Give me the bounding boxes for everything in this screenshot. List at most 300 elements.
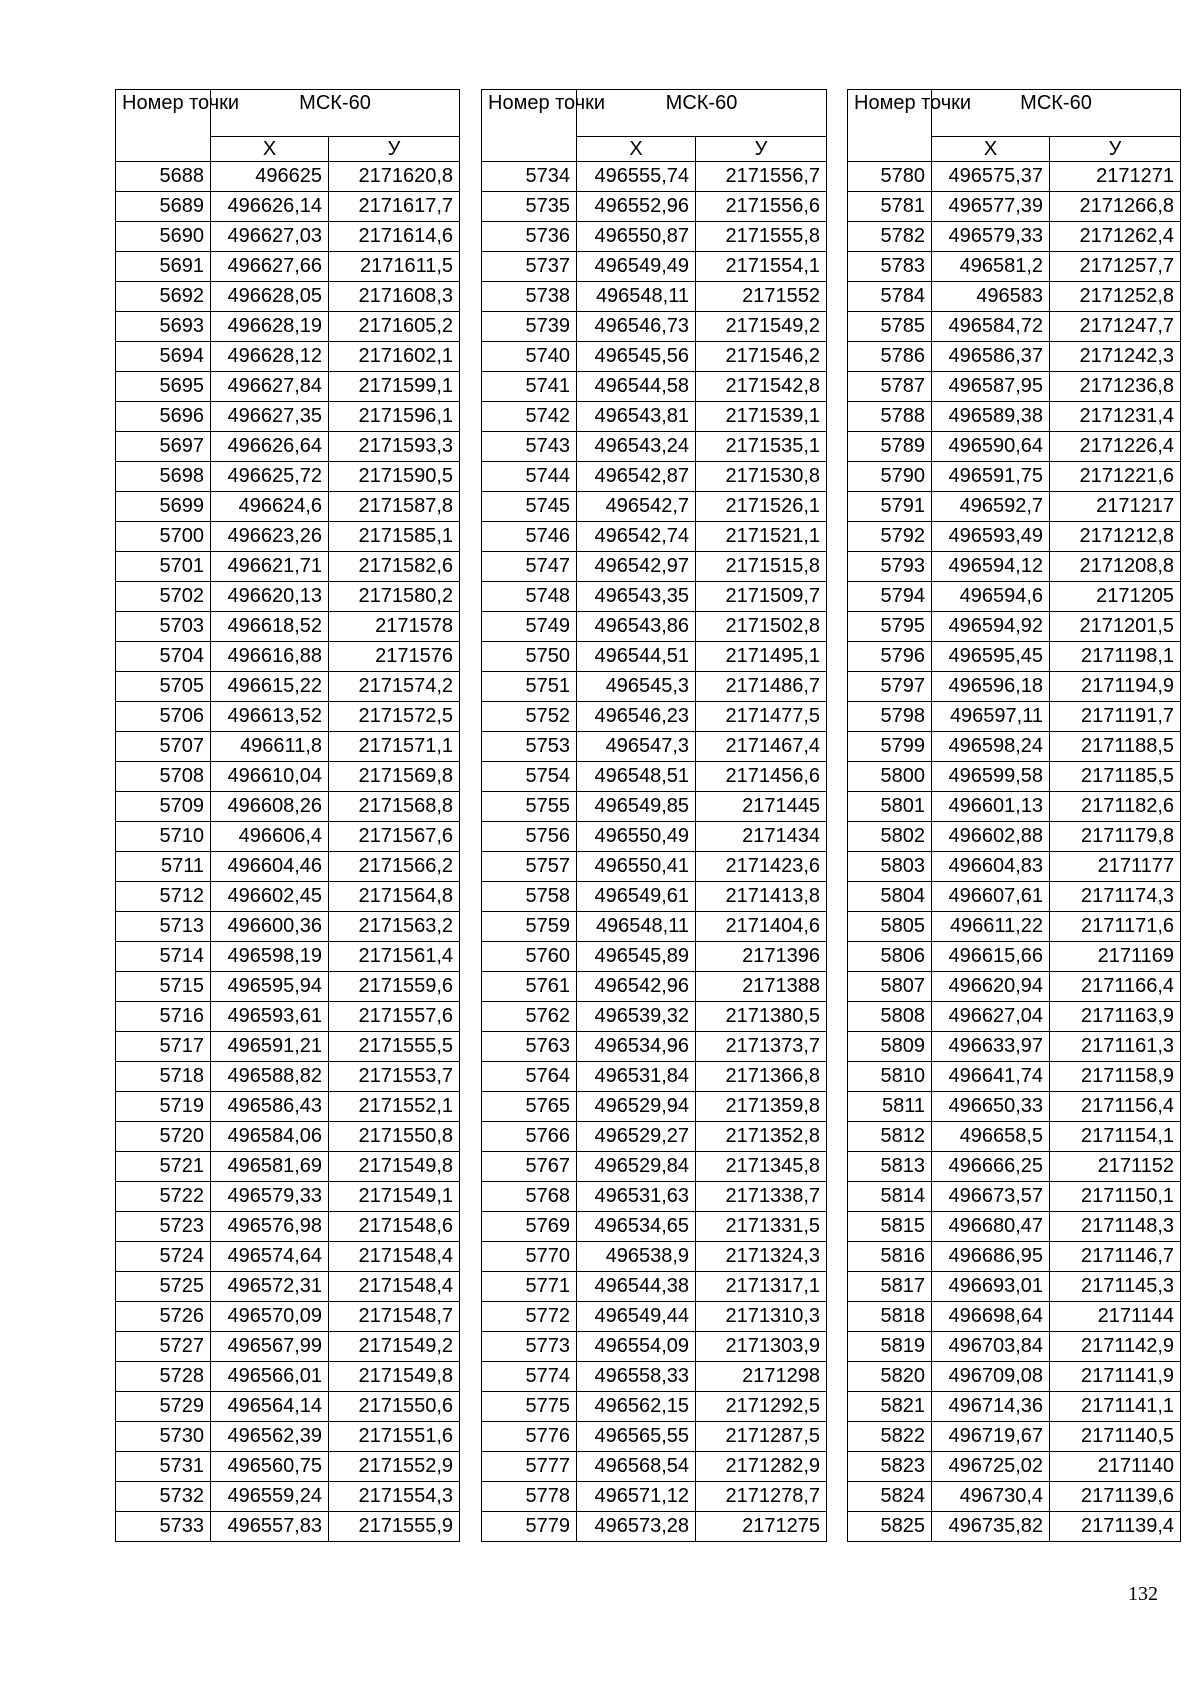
point-number-cell: 5752 xyxy=(482,702,577,732)
y-coordinate-cell: 2171569,8 xyxy=(329,762,460,792)
x-coordinate-cell: 496550,49 xyxy=(577,822,696,852)
x-coordinate-cell: 496611,22 xyxy=(932,912,1050,942)
table-row xyxy=(116,582,460,612)
x-coordinate-cell: 496566,01 xyxy=(211,1362,329,1392)
y-column-header: У xyxy=(329,137,460,162)
y-coordinate-cell: 2171555,8 xyxy=(696,222,827,252)
point-number-cell: 5719 xyxy=(116,1092,211,1122)
point-number-cell: 5762 xyxy=(482,1002,577,1032)
x-coordinate-cell: 496543,24 xyxy=(577,432,696,462)
table-row xyxy=(848,522,1181,552)
table-row xyxy=(116,1332,460,1362)
x-coordinate-cell: 496610,04 xyxy=(211,762,329,792)
table-row xyxy=(482,1092,827,1122)
point-number-cell: 5804 xyxy=(848,882,932,912)
table-row xyxy=(116,882,460,912)
x-coordinate-cell: 496577,39 xyxy=(932,192,1050,222)
y-coordinate-cell: 2171236,8 xyxy=(1050,372,1181,402)
table-row xyxy=(116,942,460,972)
point-number-cell: 5730 xyxy=(116,1422,211,1452)
y-coordinate-cell: 2171495,1 xyxy=(696,642,827,672)
point-number-cell: 5818 xyxy=(848,1302,932,1332)
point-number-cell: 5776 xyxy=(482,1422,577,1452)
y-coordinate-cell: 2171345,8 xyxy=(696,1152,827,1182)
table-row xyxy=(848,342,1181,372)
point-number-cell: 5760 xyxy=(482,942,577,972)
x-coordinate-cell: 496538,9 xyxy=(577,1242,696,1272)
x-coordinate-cell: 496595,94 xyxy=(211,972,329,1002)
x-coordinate-cell: 496546,73 xyxy=(577,312,696,342)
x-coordinate-cell: 496627,66 xyxy=(211,252,329,282)
x-coordinate-cell: 496549,85 xyxy=(577,792,696,822)
point-number-cell: 5759 xyxy=(482,912,577,942)
y-coordinate-cell: 2171552 xyxy=(696,282,827,312)
table-row xyxy=(848,552,1181,582)
table-row xyxy=(482,1302,827,1332)
table-row xyxy=(482,1392,827,1422)
table-row xyxy=(482,282,827,312)
y-coordinate-cell: 2171456,6 xyxy=(696,762,827,792)
y-coordinate-cell: 2171554,1 xyxy=(696,252,827,282)
x-coordinate-cell: 496548,11 xyxy=(577,912,696,942)
point-number-cell: 5768 xyxy=(482,1182,577,1212)
point-number-cell: 5790 xyxy=(848,462,932,492)
table-row xyxy=(848,972,1181,1002)
y-coordinate-cell: 2171161,3 xyxy=(1050,1032,1181,1062)
point-number-cell: 5692 xyxy=(116,282,211,312)
x-coordinate-cell: 496558,33 xyxy=(577,1362,696,1392)
x-coordinate-cell: 496567,99 xyxy=(211,1332,329,1362)
x-coordinate-cell: 496584,72 xyxy=(932,312,1050,342)
x-coordinate-cell: 496590,64 xyxy=(932,432,1050,462)
point-number-cell: 5789 xyxy=(848,432,932,462)
point-number-cell: 5696 xyxy=(116,402,211,432)
table-row xyxy=(116,1242,460,1272)
y-coordinate-cell: 2171231,4 xyxy=(1050,402,1181,432)
point-number-cell: 5813 xyxy=(848,1152,932,1182)
table-row xyxy=(116,312,460,342)
y-coordinate-cell: 2171298 xyxy=(696,1362,827,1392)
table-row xyxy=(116,672,460,702)
x-coordinate-cell: 496597,11 xyxy=(932,702,1050,732)
y-coordinate-cell: 2171158,9 xyxy=(1050,1062,1181,1092)
point-number-cell: 5809 xyxy=(848,1032,932,1062)
table-row xyxy=(482,612,827,642)
y-coordinate-cell: 2171434 xyxy=(696,822,827,852)
point-number-cell: 5745 xyxy=(482,492,577,522)
y-coordinate-cell: 2171554,3 xyxy=(329,1482,460,1512)
point-number-cell: 5796 xyxy=(848,642,932,672)
point-number-cell: 5744 xyxy=(482,462,577,492)
y-coordinate-cell: 2171502,8 xyxy=(696,612,827,642)
x-coordinate-cell: 496703,84 xyxy=(932,1332,1050,1362)
x-coordinate-cell: 496628,05 xyxy=(211,282,329,312)
x-coordinate-cell: 496620,13 xyxy=(211,582,329,612)
x-coordinate-cell: 496730,4 xyxy=(932,1482,1050,1512)
point-number-cell: 5755 xyxy=(482,792,577,822)
point-number-cell: 5779 xyxy=(482,1512,577,1542)
point-number-cell: 5786 xyxy=(848,342,932,372)
point-number-cell: 5798 xyxy=(848,702,932,732)
point-number-cell: 5688 xyxy=(116,162,211,192)
point-number-cell: 5700 xyxy=(116,522,211,552)
y-coordinate-cell: 2171271 xyxy=(1050,162,1181,192)
table-row xyxy=(848,942,1181,972)
x-coordinate-cell: 496625 xyxy=(211,162,329,192)
y-coordinate-cell: 2171163,9 xyxy=(1050,1002,1181,1032)
x-coordinate-cell: 496562,39 xyxy=(211,1422,329,1452)
x-coordinate-cell: 496543,86 xyxy=(577,612,696,642)
table-row xyxy=(116,1272,460,1302)
x-coordinate-cell: 496698,64 xyxy=(932,1302,1050,1332)
y-coordinate-cell: 2171154,1 xyxy=(1050,1122,1181,1152)
point-number-cell: 5751 xyxy=(482,672,577,702)
table-row xyxy=(848,282,1181,312)
point-number-cell: 5738 xyxy=(482,282,577,312)
point-number-cell: 5788 xyxy=(848,402,932,432)
y-coordinate-cell: 2171580,2 xyxy=(329,582,460,612)
table-row xyxy=(116,522,460,552)
table-row xyxy=(848,1512,1181,1542)
page-number: 132 xyxy=(1128,1583,1158,1605)
point-number-cell: 5769 xyxy=(482,1212,577,1242)
x-coordinate-cell: 496529,27 xyxy=(577,1122,696,1152)
point-number-cell: 5795 xyxy=(848,612,932,642)
y-coordinate-cell: 2171252,8 xyxy=(1050,282,1181,312)
x-coordinate-cell: 496591,75 xyxy=(932,462,1050,492)
table-row xyxy=(116,1452,460,1482)
y-coordinate-cell: 2171557,6 xyxy=(329,1002,460,1032)
x-coordinate-cell: 496549,44 xyxy=(577,1302,696,1332)
x-coordinate-cell: 496539,32 xyxy=(577,1002,696,1032)
y-coordinate-cell: 2171188,5 xyxy=(1050,732,1181,762)
y-coordinate-cell: 2171145,3 xyxy=(1050,1272,1181,1302)
y-coordinate-cell: 2171599,1 xyxy=(329,372,460,402)
y-coordinate-cell: 2171141,1 xyxy=(1050,1392,1181,1422)
point-number-cell: 5732 xyxy=(116,1482,211,1512)
y-coordinate-cell: 2171423,6 xyxy=(696,852,827,882)
y-coordinate-cell: 2171590,5 xyxy=(329,462,460,492)
point-number-cell: 5749 xyxy=(482,612,577,642)
point-number-cell: 5704 xyxy=(116,642,211,672)
y-coordinate-cell: 2171150,1 xyxy=(1050,1182,1181,1212)
x-coordinate-cell: 496608,26 xyxy=(211,792,329,822)
x-coordinate-cell: 496544,38 xyxy=(577,1272,696,1302)
table-row xyxy=(482,822,827,852)
table-body xyxy=(848,162,1181,1542)
table-row xyxy=(482,192,827,222)
x-coordinate-cell: 496531,84 xyxy=(577,1062,696,1092)
y-coordinate-cell: 2171366,8 xyxy=(696,1062,827,1092)
table-row xyxy=(482,1002,827,1032)
y-column-header: У xyxy=(696,137,827,162)
point-number-cell: 5694 xyxy=(116,342,211,372)
x-coordinate-cell: 496562,15 xyxy=(577,1392,696,1422)
point-number-cell: 5747 xyxy=(482,552,577,582)
table-row xyxy=(116,252,460,282)
x-coordinate-cell: 496611,8 xyxy=(211,732,329,762)
y-coordinate-cell: 2171257,7 xyxy=(1050,252,1181,282)
x-coordinate-cell: 496565,55 xyxy=(577,1422,696,1452)
point-number-cell: 5706 xyxy=(116,702,211,732)
y-coordinate-cell: 2171553,7 xyxy=(329,1062,460,1092)
y-coordinate-cell: 2171549,8 xyxy=(329,1362,460,1392)
x-coordinate-cell: 496680,47 xyxy=(932,1212,1050,1242)
x-coordinate-cell: 496534,65 xyxy=(577,1212,696,1242)
table-row xyxy=(848,1212,1181,1242)
table-row xyxy=(482,672,827,702)
table-row xyxy=(482,792,827,822)
y-coordinate-cell: 2171548,4 xyxy=(329,1272,460,1302)
table-row xyxy=(848,222,1181,252)
x-coordinate-cell: 496545,89 xyxy=(577,942,696,972)
point-number-cell: 5718 xyxy=(116,1062,211,1092)
point-number-cell: 5726 xyxy=(116,1302,211,1332)
x-coordinate-cell: 496627,04 xyxy=(932,1002,1050,1032)
point-number-cell: 5783 xyxy=(848,252,932,282)
point-number-cell: 5765 xyxy=(482,1092,577,1122)
point-number-cell: 5714 xyxy=(116,942,211,972)
y-coordinate-cell: 2171142,9 xyxy=(1050,1332,1181,1362)
point-number-cell: 5699 xyxy=(116,492,211,522)
x-coordinate-cell: 496613,52 xyxy=(211,702,329,732)
y-coordinate-cell: 2171542,8 xyxy=(696,372,827,402)
table-row xyxy=(482,402,827,432)
x-coordinate-cell: 496591,21 xyxy=(211,1032,329,1062)
y-coordinate-cell: 2171549,1 xyxy=(329,1182,460,1212)
x-coordinate-cell: 496542,97 xyxy=(577,552,696,582)
x-coordinate-cell: 496544,51 xyxy=(577,642,696,672)
y-coordinate-cell: 2171550,6 xyxy=(329,1392,460,1422)
y-coordinate-cell: 2171146,7 xyxy=(1050,1242,1181,1272)
x-coordinate-cell: 496547,3 xyxy=(577,732,696,762)
table-row xyxy=(482,1032,827,1062)
table-row xyxy=(116,1212,460,1242)
table-row xyxy=(848,1122,1181,1152)
point-number-cell: 5782 xyxy=(848,222,932,252)
point-number-cell: 5764 xyxy=(482,1062,577,1092)
y-coordinate-cell: 2171593,3 xyxy=(329,432,460,462)
table-row xyxy=(848,702,1181,732)
point-number-cell: 5767 xyxy=(482,1152,577,1182)
table-row xyxy=(482,1212,827,1242)
point-number-cell: 5794 xyxy=(848,582,932,612)
y-coordinate-cell: 2171324,3 xyxy=(696,1242,827,1272)
x-coordinate-cell: 496576,98 xyxy=(211,1212,329,1242)
point-number-cell: 5770 xyxy=(482,1242,577,1272)
x-coordinate-cell: 496529,84 xyxy=(577,1152,696,1182)
point-number-cell: 5695 xyxy=(116,372,211,402)
point-number-cell: 5815 xyxy=(848,1212,932,1242)
table-row xyxy=(116,1362,460,1392)
table-row xyxy=(482,732,827,762)
point-number-cell: 5701 xyxy=(116,552,211,582)
x-coordinate-cell: 496624,6 xyxy=(211,492,329,522)
point-number-cell: 5754 xyxy=(482,762,577,792)
x-column-header: Х xyxy=(577,137,696,162)
x-coordinate-cell: 496604,83 xyxy=(932,852,1050,882)
table-body xyxy=(482,162,827,1542)
table-row xyxy=(848,252,1181,282)
x-coordinate-cell: 496575,37 xyxy=(932,162,1050,192)
x-coordinate-cell: 496559,24 xyxy=(211,1482,329,1512)
y-coordinate-cell: 2171587,8 xyxy=(329,492,460,522)
table-row xyxy=(848,1302,1181,1332)
y-coordinate-cell: 2171571,1 xyxy=(329,732,460,762)
x-coordinate-cell: 496620,94 xyxy=(932,972,1050,1002)
x-coordinate-cell: 496534,96 xyxy=(577,1032,696,1062)
x-coordinate-cell: 496570,09 xyxy=(211,1302,329,1332)
point-number-cell: 5735 xyxy=(482,192,577,222)
y-coordinate-cell: 2171278,7 xyxy=(696,1482,827,1512)
y-coordinate-cell: 2171549,8 xyxy=(329,1152,460,1182)
table-row xyxy=(482,972,827,1002)
y-coordinate-cell: 2171148,3 xyxy=(1050,1212,1181,1242)
table-row xyxy=(848,642,1181,672)
y-coordinate-cell: 2171568,8 xyxy=(329,792,460,822)
y-coordinate-cell: 2171217 xyxy=(1050,492,1181,522)
table-row xyxy=(116,1182,460,1212)
point-number-cell: 5817 xyxy=(848,1272,932,1302)
x-coordinate-cell: 496673,57 xyxy=(932,1182,1050,1212)
point-number-cell: 5771 xyxy=(482,1272,577,1302)
x-coordinate-cell: 496572,31 xyxy=(211,1272,329,1302)
y-coordinate-cell: 2171515,8 xyxy=(696,552,827,582)
x-coordinate-cell: 496594,12 xyxy=(932,552,1050,582)
x-coordinate-cell: 496555,74 xyxy=(577,162,696,192)
point-number-cell: 5697 xyxy=(116,432,211,462)
table-row xyxy=(482,162,827,192)
point-number-cell: 5727 xyxy=(116,1332,211,1362)
x-coordinate-cell: 496595,45 xyxy=(932,642,1050,672)
table-row xyxy=(482,342,827,372)
x-coordinate-cell: 496615,66 xyxy=(932,942,1050,972)
x-coordinate-cell: 496557,83 xyxy=(211,1512,329,1542)
y-coordinate-cell: 2171561,4 xyxy=(329,942,460,972)
x-coordinate-cell: 496626,64 xyxy=(211,432,329,462)
table-row xyxy=(116,702,460,732)
table-row xyxy=(116,912,460,942)
table-row xyxy=(848,1032,1181,1062)
table-row xyxy=(116,1092,460,1122)
table-row xyxy=(116,492,460,522)
y-coordinate-cell: 2171567,6 xyxy=(329,822,460,852)
x-coordinate-cell: 496548,11 xyxy=(577,282,696,312)
y-coordinate-cell: 2171174,3 xyxy=(1050,882,1181,912)
y-coordinate-cell: 2171546,2 xyxy=(696,342,827,372)
y-coordinate-cell: 2171566,2 xyxy=(329,852,460,882)
x-coordinate-cell: 496658,5 xyxy=(932,1122,1050,1152)
table-row xyxy=(848,402,1181,432)
table-row xyxy=(116,1032,460,1062)
x-coordinate-cell: 496719,67 xyxy=(932,1422,1050,1452)
point-number-cell: 5761 xyxy=(482,972,577,1002)
x-coordinate-cell: 496588,82 xyxy=(211,1062,329,1092)
y-coordinate-cell: 2171139,4 xyxy=(1050,1512,1181,1542)
point-number-cell: 5731 xyxy=(116,1452,211,1482)
y-coordinate-cell: 2171548,6 xyxy=(329,1212,460,1242)
table-row xyxy=(116,1302,460,1332)
point-number-cell: 5784 xyxy=(848,282,932,312)
table-row xyxy=(482,312,827,342)
x-coordinate-cell: 496545,56 xyxy=(577,342,696,372)
point-number-cell: 5799 xyxy=(848,732,932,762)
x-coordinate-cell: 496589,38 xyxy=(932,402,1050,432)
table-row xyxy=(116,792,460,822)
table-row xyxy=(482,1122,827,1152)
point-number-cell: 5822 xyxy=(848,1422,932,1452)
point-number-cell: 5734 xyxy=(482,162,577,192)
x-coordinate-cell: 496606,4 xyxy=(211,822,329,852)
table-row xyxy=(848,1062,1181,1092)
table-row xyxy=(848,882,1181,912)
x-coordinate-cell: 496550,41 xyxy=(577,852,696,882)
point-number-cell: 5750 xyxy=(482,642,577,672)
x-coordinate-cell: 496568,54 xyxy=(577,1452,696,1482)
y-coordinate-cell: 2171608,3 xyxy=(329,282,460,312)
table-row xyxy=(116,282,460,312)
x-coordinate-cell: 496607,61 xyxy=(932,882,1050,912)
point-number-cell: 5708 xyxy=(116,762,211,792)
point-number-cell: 5720 xyxy=(116,1122,211,1152)
y-coordinate-cell: 2171477,5 xyxy=(696,702,827,732)
table-row xyxy=(482,1272,827,1302)
point-number-cell: 5785 xyxy=(848,312,932,342)
y-coordinate-cell: 2171404,6 xyxy=(696,912,827,942)
y-coordinate-cell: 2171317,1 xyxy=(696,1272,827,1302)
x-coordinate-cell: 496615,22 xyxy=(211,672,329,702)
x-coordinate-cell: 496598,24 xyxy=(932,732,1050,762)
y-coordinate-cell: 2171169 xyxy=(1050,942,1181,972)
y-coordinate-cell: 2171182,6 xyxy=(1050,792,1181,822)
y-coordinate-cell: 2171156,4 xyxy=(1050,1092,1181,1122)
x-coordinate-cell: 496601,13 xyxy=(932,792,1050,822)
table-row xyxy=(482,912,827,942)
y-coordinate-cell: 2171247,7 xyxy=(1050,312,1181,342)
point-number-cell: 5716 xyxy=(116,1002,211,1032)
table-row xyxy=(116,372,460,402)
y-coordinate-cell: 2171287,5 xyxy=(696,1422,827,1452)
x-coordinate-cell: 496550,87 xyxy=(577,222,696,252)
point-number-cell: 5811 xyxy=(848,1092,932,1122)
x-coordinate-cell: 496594,6 xyxy=(932,582,1050,612)
x-coordinate-cell: 496714,36 xyxy=(932,1392,1050,1422)
y-coordinate-cell: 2171555,5 xyxy=(329,1032,460,1062)
point-number-cell: 5736 xyxy=(482,222,577,252)
table-row xyxy=(116,1062,460,1092)
y-coordinate-cell: 2171201,5 xyxy=(1050,612,1181,642)
x-coordinate-cell: 496548,51 xyxy=(577,762,696,792)
table-row xyxy=(482,1062,827,1092)
y-coordinate-cell: 2171572,5 xyxy=(329,702,460,732)
table-row xyxy=(848,582,1181,612)
y-coordinate-cell: 2171373,7 xyxy=(696,1032,827,1062)
coordinate-system-header: МСК-60 xyxy=(577,90,827,137)
x-coordinate-cell: 496544,58 xyxy=(577,372,696,402)
point-number-cell: 5792 xyxy=(848,522,932,552)
table-row xyxy=(848,852,1181,882)
point-number-cell: 5724 xyxy=(116,1242,211,1272)
y-coordinate-cell: 2171526,1 xyxy=(696,492,827,522)
table-row xyxy=(848,822,1181,852)
x-coordinate-cell: 496604,46 xyxy=(211,852,329,882)
table-row xyxy=(848,1332,1181,1362)
point-number-cell: 5773 xyxy=(482,1332,577,1362)
y-coordinate-cell: 2171194,9 xyxy=(1050,672,1181,702)
y-coordinate-cell: 2171521,1 xyxy=(696,522,827,552)
table-row xyxy=(848,912,1181,942)
table-row xyxy=(116,1512,460,1542)
